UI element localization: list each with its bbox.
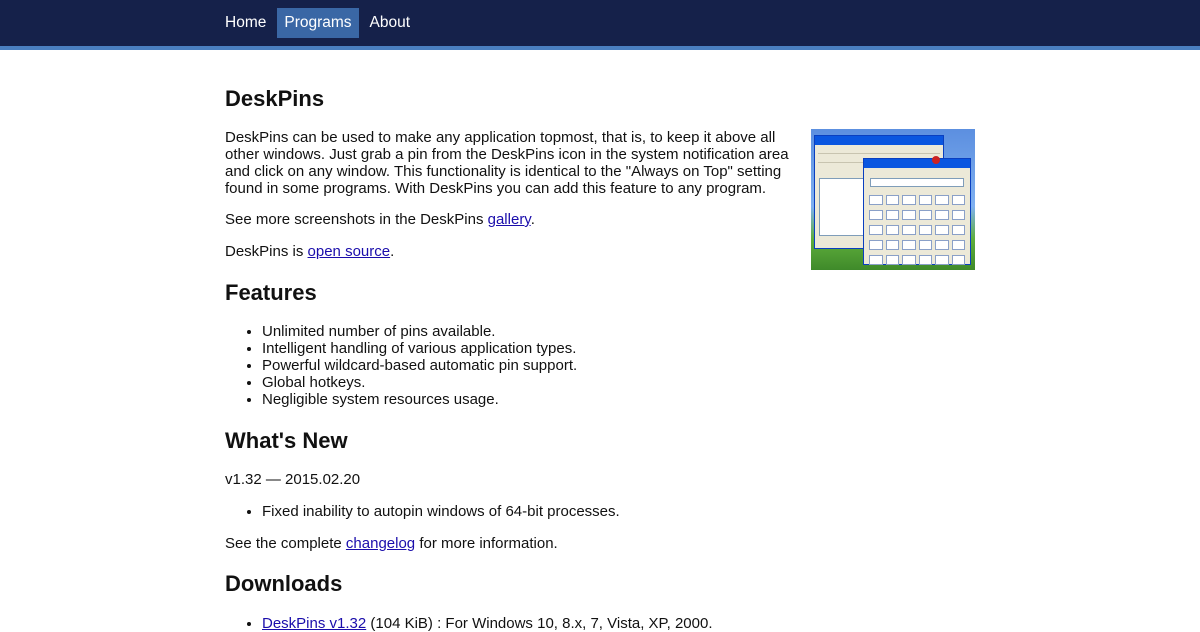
gallery-suffix: . [530,211,535,228]
opensource-prefix: DeskPins is [225,243,308,260]
feature-item: • Powerful wildcard-based automatic pin support. [262,357,577,374]
change-item: • Fixed inability to autopin windows of 64-bit processes. [262,503,620,520]
whats-new-heading: What's New [225,428,348,453]
top-nav-bar [0,0,1200,50]
gallery-prefix: See more screenshots in the DeskPins [225,211,488,228]
feature-item: • Global hotkeys. [262,374,577,391]
changes-list [225,503,620,520]
features-heading: Features [225,280,317,305]
main-nav [218,8,421,38]
gallery-paragraph [225,211,535,228]
nav-home[interactable]: Home [225,14,267,31]
intro-paragraph: DeskPins can be used to make any application topmost, that is, to keep it above all other windows. Just grab a pin from the DeskPins icon in the system notification area and click on any window. This functionality is identical to the "Always on Top" setting found in some programs. With DeskPins you can add this feature to any program. [225,129,789,197]
changelog-suffix: for more information. [415,535,558,552]
downloads-heading: Downloads [225,571,343,596]
page-title: DeskPins [225,86,325,111]
changelog-link[interactable]: changelog [345,535,416,552]
features-list [225,323,577,408]
download-item [262,615,713,632]
gallery-link[interactable]: gallery [487,211,531,228]
changelog-prefix: See the complete [225,535,346,552]
nav-about[interactable]: About [369,14,411,31]
download-details: (104 KiB) : For Windows 10, 8.x, 7, Vista, XP, 2000. [366,615,713,632]
opensource-paragraph [225,243,394,260]
calculator-window-image [863,158,971,265]
version-line: v1.32 — 2015.02.20 [225,471,361,488]
changelog-paragraph [225,535,558,552]
pin-icon [932,156,940,164]
feature-item: • Negligible system resources usage. [262,391,577,408]
downloads-list [225,615,713,632]
feature-item: • Unlimited number of pins available. [262,323,577,340]
nav-programs[interactable]: Programs [277,8,358,38]
opensource-suffix: . [390,243,395,260]
open-source-link[interactable]: open source [307,243,391,260]
download-link[interactable]: DeskPins v1.32 [262,615,367,632]
screenshot-thumbnail[interactable] [811,129,975,270]
feature-item: • Intelligent handling of various application types. [262,340,577,357]
